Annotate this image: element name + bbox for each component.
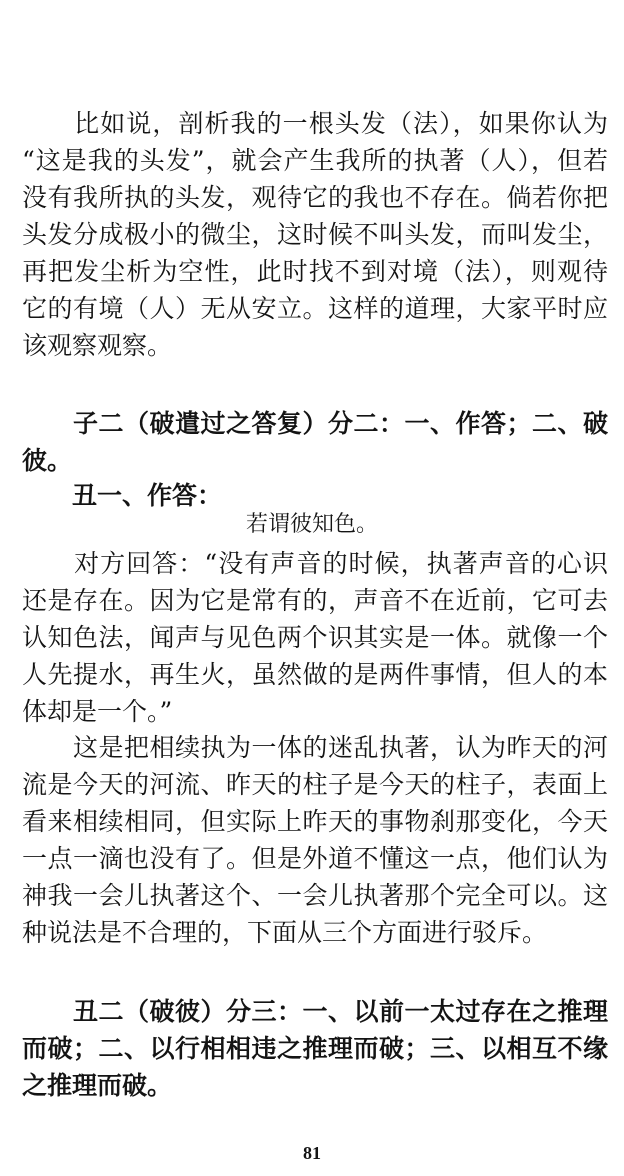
text-line: 对方回答：“没有声音的时候，执著声音的心识 <box>22 549 608 578</box>
text-line: 认知色法，闻声与见色两个识其实是一体。就像一个 <box>22 623 608 652</box>
text-line: 它的有境（人）无从安立。这样的道理，大家平时应 <box>22 294 608 323</box>
text-line: 看来相续相同，但实际上昨天的事物刹那变化，今天 <box>22 807 608 836</box>
text-line: 人先提水，再生火，虽然做的是两件事情，但人的本 <box>22 660 608 689</box>
heading-line: 丑一、作答： <box>22 481 223 510</box>
text-line: 神我一会儿执著这个、一会儿执著那个完全可以。这 <box>22 881 608 910</box>
text-line: 再把发尘析为空性，此时找不到对境（法），则观待 <box>22 257 608 286</box>
text-line: 种说法是不合理的，下面从三个方面进行驳斥。 <box>22 918 548 947</box>
page-number: 81 <box>303 1143 321 1163</box>
paragraph-opponent-reply <box>22 545 608 730</box>
text-line: 还是存在。因为它是常有的，声音不在近前，它可去 <box>22 586 608 615</box>
text-line: 没有我所执的头发，观待它的我也不存在。倘若你把 <box>22 183 608 212</box>
text-line: “这是我的头发”，就会产生我所的执著（人），但若 <box>22 146 608 175</box>
section-heading-chou-yi <box>22 477 608 514</box>
paragraph-hair-analysis <box>22 105 608 364</box>
heading-line: 而破；二、以行相相违之推理而破；三、以相互不缘 <box>22 1034 608 1063</box>
text-line: 比如说，剖析我的一根头发（法），如果你认为 <box>22 109 608 138</box>
root-verse: 若谓彼知色。 <box>245 512 378 537</box>
text-line: 这是把相续执为一体的迷乱执著，认为昨天的河 <box>22 733 608 762</box>
text-line: 流是今天的河流、昨天的柱子是今天的柱子，表面上 <box>22 770 608 799</box>
heading-line: 彼。 <box>22 446 73 475</box>
heading-line: 丑二（破彼）分三：一、以前一太过存在之推理 <box>22 997 608 1026</box>
text-line: 体却是一个。” <box>22 697 173 726</box>
text-line: 该观察观察。 <box>22 331 173 360</box>
heading-line: 子二（破遣过之答复）分二：一、作答；二、破 <box>22 409 608 438</box>
section-heading-zi-er <box>22 405 608 479</box>
text-line: 头发分成极小的微尘，这时候不叫头发，而叫发尘， <box>22 220 608 249</box>
paragraph-refutation-intro <box>22 729 608 951</box>
section-heading-chou-er <box>22 993 608 1104</box>
heading-line: 之推理而破。 <box>22 1071 173 1100</box>
text-line: 一点一滴也没有了。但是外道不懂这一点，他们认为 <box>22 844 608 873</box>
